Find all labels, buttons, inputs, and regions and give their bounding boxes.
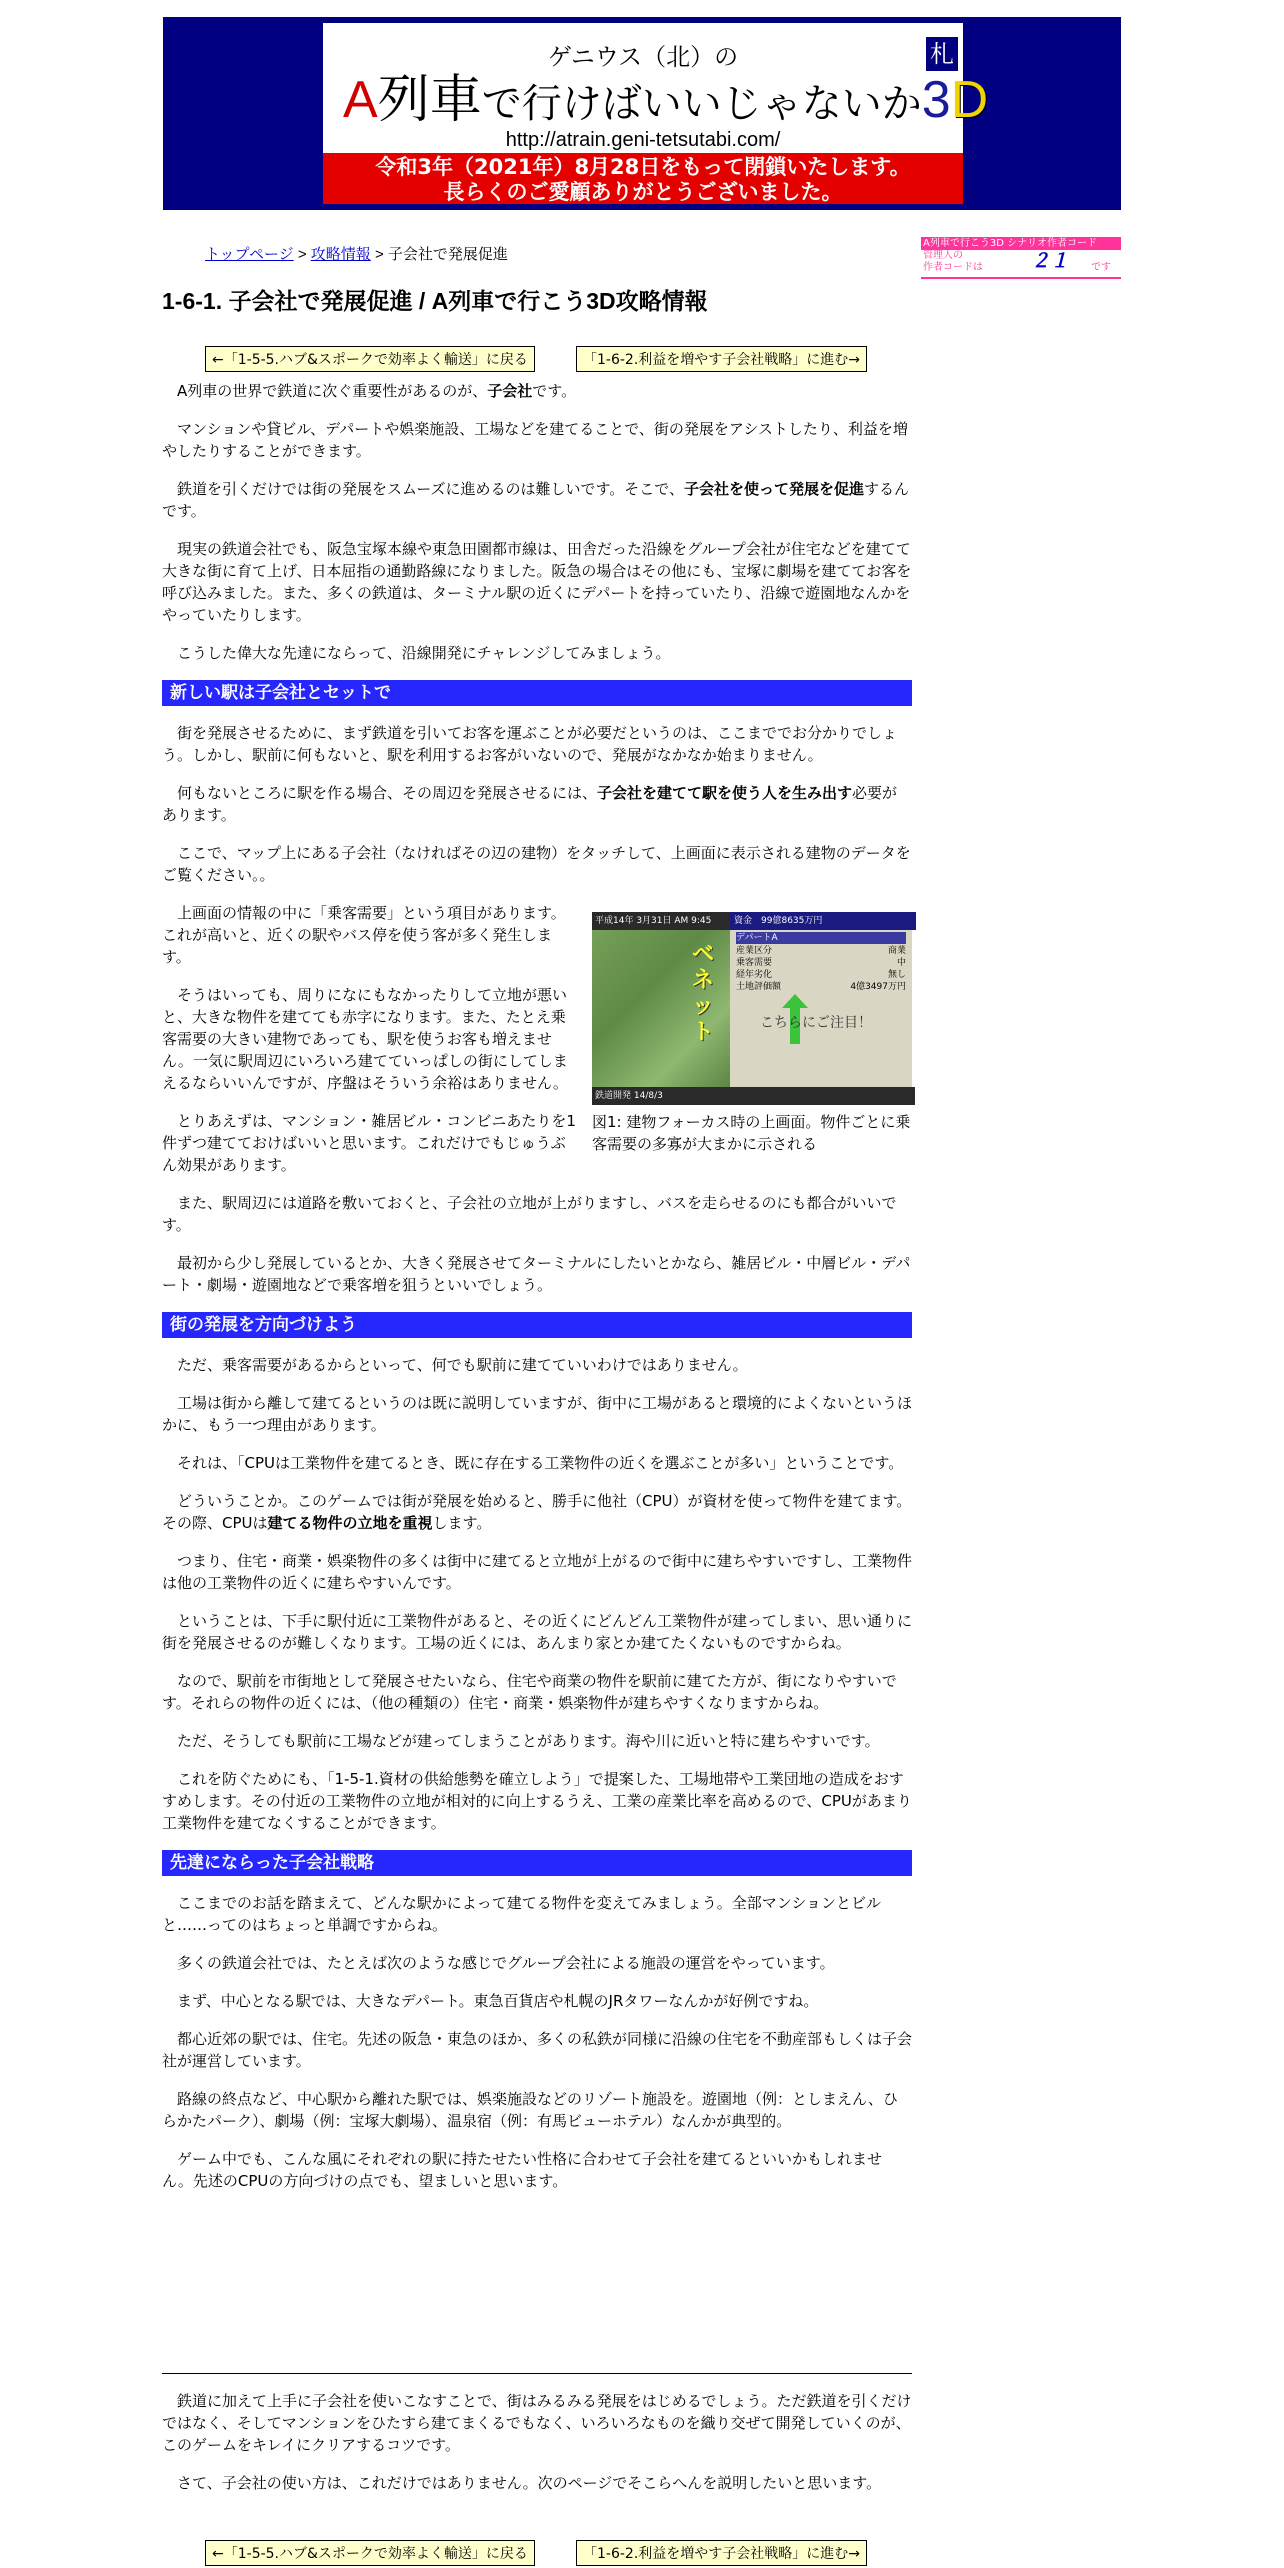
section-heading: 街の発展を方向づけよう (162, 1312, 912, 1338)
attention-note: こちらにご注目！ (760, 1015, 872, 1031)
page-title: 1-6-1. 子会社で発展促進 / A列車で行こう3D攻略情報 (162, 288, 708, 314)
prev-page-button[interactable]: ←「1-5-5.ハブ&スポークで効率よく輸送」に戻る (205, 346, 535, 372)
intro-paragraph: こうした偉大な先達にならって、沿線開発にチャレンジしてみましょう。 (177, 644, 671, 662)
breadcrumb (205, 243, 508, 264)
banner-logo[interactable] (323, 23, 989, 204)
info-panel-header: 資金 99億8635万円 (730, 912, 916, 930)
section-paragraph: これを防ぐためにも、「1-5-1.資材の供給態勢を確立しよう」で提案した、工場地帯や工業団地の造成をおすすめします。その付近の工業物件の立地が相対的に向上するうえ、工業の産業比率を高めるので、CPUがあまり工業物件を建てなくすることができます。 (162, 1770, 912, 1832)
title-3: 3 (921, 71, 951, 129)
section-paragraph: ただ、そうしても駅前に工場などが建ってしまうことがあります。海や川に近いと特に建ちやすいです。 (177, 1732, 880, 1750)
divider (162, 2373, 912, 2374)
section-paragraph: 都心近郊の駅では、住宅。先述の阪急・東急のほか、多くの私鉄が同様に沿線の住宅を不動産部もしくは子会社が運営しています。 (162, 2030, 913, 2070)
section-paragraph: 上画面の情報の中に「乗客需要」という項目があります。これが高いと、近くの駅やバス停を使う客が多く発生します。 (162, 904, 566, 966)
title-a: A (343, 71, 378, 129)
banner-title (343, 67, 989, 137)
game-screenshot (592, 912, 912, 1105)
article-body (162, 380, 912, 2208)
section-paragraph: そうはいっても、周りになにもなかったりして立地が悪いと、大きな物件を建てても赤字になります。また、たとえ乗客需要の大きい建物であっても、駅を使うお客も増えません。一気に駅周辺にいろいろ建てていっぱしの街にしてしまえるならいいんですが、序盤はそういう余裕はありません。 (162, 986, 568, 1092)
next-page-button-bottom[interactable]: 「1-6-2.利益を増やす子会社戦略」に進む→ (576, 2540, 867, 2566)
conclusion-paragraph: さて、子会社の使い方は、これだけではありません。次のページでそこらへんを説明したいと思います。 (177, 2474, 882, 2492)
closing-line-2: 長らくのご愛顧ありがとうございました。 (443, 180, 843, 204)
section-paragraph: 街を発展させるために、まず鉄道を引いてお客を運ぶことが必要だというのは、ここまででお分かりでしょう。しかし、駅前に何もないと、駅を利用するお客がいないので、発展がなかなか始まりません。 (162, 724, 898, 764)
title-d: D (950, 71, 989, 129)
info-row: 産業区分 商業 (736, 946, 906, 956)
intro-paragraph: 現実の鉄道会社でも、阪急宝塚本線や東急田園都市線は、田舎だった沿線をグループ会社が住宅などを建てて大きな街に育て上げ、日本屈指の通勤路線になりました。阪急の場合はその他にも、宝塚に劇場を建ててお客を呼び込みました。また、多くの鉄道は、ターミナル駅の近くにデパートを持っていたり、沿線で遊園地なんかをやっていたりします。 (162, 540, 912, 624)
breadcrumb-current: 子会社で発展促進 (387, 246, 508, 263)
section-paragraph: つまり、住宅・商業・娯楽物件の多くは街中に建てると立地が上がるので街中に建ちやすいですし、工業物件は他の工業物件の近くに建ちやすいんです。 (162, 1552, 913, 1592)
sapporo-badge: 札 (926, 37, 958, 71)
next-page-button[interactable]: 「1-6-2.利益を増やす子会社戦略」に進む→ (576, 346, 867, 372)
author-code-box[interactable] (921, 237, 1121, 279)
author-code-suffix: です (1091, 262, 1111, 273)
info-row: 経年劣化 無し (736, 970, 906, 980)
section-paragraph: 工場は街から離して建てるというのは既に説明していますが、街中に工場があると環境的によくないというほかに、もう一つ理由があります。 (162, 1394, 913, 1434)
hud-date: 平成14年 3月31日 AM 9:45 (592, 912, 733, 930)
author-code-value: ２１ (1031, 250, 1070, 272)
author-code-label: 管理人の (923, 250, 963, 261)
section-paragraph: それは、「CPUは工業物件を建てるとき、既に存在する工業物件の近くを選ぶことが多い」ということです。 (177, 1454, 904, 1472)
figure-1 (592, 912, 912, 1155)
building-sign: ベネット (692, 942, 715, 1045)
title-rest: で行けばいいじゃないか (481, 81, 922, 127)
section-paragraph: なので、駅前を市街地として発展させたいなら、住宅や商業の物件を駅前に建てた方が、街になりやすいです。それらの物件の近くには、（他の種類の）住宅・商業・娯楽物件が建ちやすくなりますからね。 (162, 1672, 897, 1712)
section-paragraph: ここまでのお話を踏まえて、どんな駅かによって建てる物件を変えてみましょう。全部マンションとビルと……ってのはちょっと単調ですからね。 (162, 1894, 882, 1934)
section-paragraph: とりあえずは、マンション・雑居ビル・コンビニあたりを1件ずつ建てておけばいいと思います。これだけでもじゅうぶん効果があります。 (162, 1112, 576, 1174)
section-paragraph: また、駅周辺には道路を敷いておくと、子会社の立地が上がりますし、バスを走らせるのにも都合がいいです。 (162, 1194, 897, 1234)
banner-url: http://atrain.geni-tetsutabi.com/ (505, 129, 781, 151)
breadcrumb-top-link[interactable]: トップページ (205, 246, 294, 263)
intro-paragraph: マンションや貸ビル、デパートや娯楽施設、工場などを建てることで、街の発展をアシストしたり、利益を増やしたりすることができます。 (162, 420, 908, 460)
section-paragraph: 多くの鉄道会社では、たとえば次のような感じでグループ会社による施設の運営をやっています。 (177, 1954, 835, 1972)
info-row: デパートA (736, 932, 906, 944)
conclusion-paragraph: 鉄道に加えて上手に子会社を使いこなすことで、街はみるみる発展をはじめるでしょう。ただ鉄道を引くだけではなく、そしてマンションをひたすら建てまくるでもなく、いろいろなものを織り交ぜて開発していくのが、このゲームをキレイにクリアするコツです。 (162, 2392, 912, 2454)
section-paragraph: 何もないところに駅を作る場合、その周辺を発展させるには、子会社を建てて駅を使う人を生み出す必要があります。 (162, 784, 898, 824)
section-paragraph: ゲーム中でも、こんな風にそれぞれの駅に持たせたい性格に合わせて子会社を建てるといいかもしれません。先述のCPUの方向づけの点でも、望ましいと思います。 (162, 2150, 883, 2190)
breadcrumb-sep: > (293, 246, 311, 263)
section-paragraph: どういうことか。このゲームでは街が発展を始めると、勝手に他社（CPU）が資材を使って物件を建てます。その際、CPUは建てる物件の立地を重視します。 (162, 1492, 912, 1532)
info-row: 土地評価額 4億3497万円 (736, 982, 906, 992)
intro-paragraph: A列車の世界で鉄道に次ぐ重要性があるのが、子会社です。 (177, 382, 577, 400)
title-kanji: 列車 (377, 70, 482, 130)
section-paragraph: ここで、マップ上にある子会社（なければその辺の建物）をタッチして、上画面に表示される建物のデータをご覧ください。。 (162, 844, 911, 884)
info-panel (730, 912, 912, 1105)
closing-notice (323, 153, 963, 204)
info-row: 乗客需要 中 (736, 958, 906, 968)
section-paragraph: ということは、下手に駅付近に工業物件があると、その近くにどんどん工業物件が建ってしまい、思い通りに街を発展させるのが難しくなります。工場の近くには、あんまり家とか建てたくないものですからね。 (162, 1612, 913, 1652)
closing-line-1: 令和3年（2021年）8月28日をもって閉鎖いたします。 (375, 155, 911, 179)
author-code-label-2: 作者コードは (923, 262, 983, 273)
figure-caption: 図1: 建物フォーカス時の上画面。物件ごとに乗客需要の多寡が大まかに示される (592, 1113, 911, 1153)
author-code-heading: A列車で行こう3D シナリオ作者コード (921, 237, 1121, 250)
section-paragraph: まず、中心となる駅では、大きなデパート。東急百貨店や札幌のJRタワーなんかが好例ですね。 (177, 1992, 819, 2010)
section-paragraph: 最初から少し発展しているとか、大きく発展させてターミナルにしたいとかなら、雑居ビル・中層ビル・デパート・劇場・遊園地などで乗客増を狙うといいでしょう。 (162, 1254, 911, 1294)
section-heading: 新しい駅は子会社とセットで (162, 680, 912, 706)
prev-page-button-bottom[interactable]: ←「1-5-5.ハブ&スポークで効率よく輸送」に戻る (205, 2540, 535, 2566)
site-banner (163, 17, 1121, 210)
hud-footer: 鉄道開発 14/8/3 (592, 1087, 915, 1105)
banner-pre-title: ゲニウス（北）の (547, 43, 739, 71)
section-heading: 先達にならった子会社戦略 (162, 1850, 912, 1876)
section-paragraph: ただ、乗客需要があるからといって、何でも駅前に建てていいわけではありません。 (177, 1356, 748, 1374)
intro-paragraph: 鉄道を引くだけでは街の発展をスムーズに進めるのは難しいです。そこで、子会社を使って発展を促進するんです。 (162, 480, 910, 520)
conclusion (162, 2390, 912, 2510)
breadcrumb-sep: > (370, 246, 388, 263)
up-arrow-icon (782, 994, 808, 1008)
section-paragraph: 路線の終点など、中心駅から離れた駅では、娯楽施設などのリゾート施設を。遊園地（例：としまえん、ひらかたパーク）、劇場（例：宝塚大劇場）、温泉宿（例：有馬ビューホテル）なんかが典型的。 (162, 2090, 898, 2130)
breadcrumb-strategy-link[interactable]: 攻略情報 (310, 246, 371, 263)
